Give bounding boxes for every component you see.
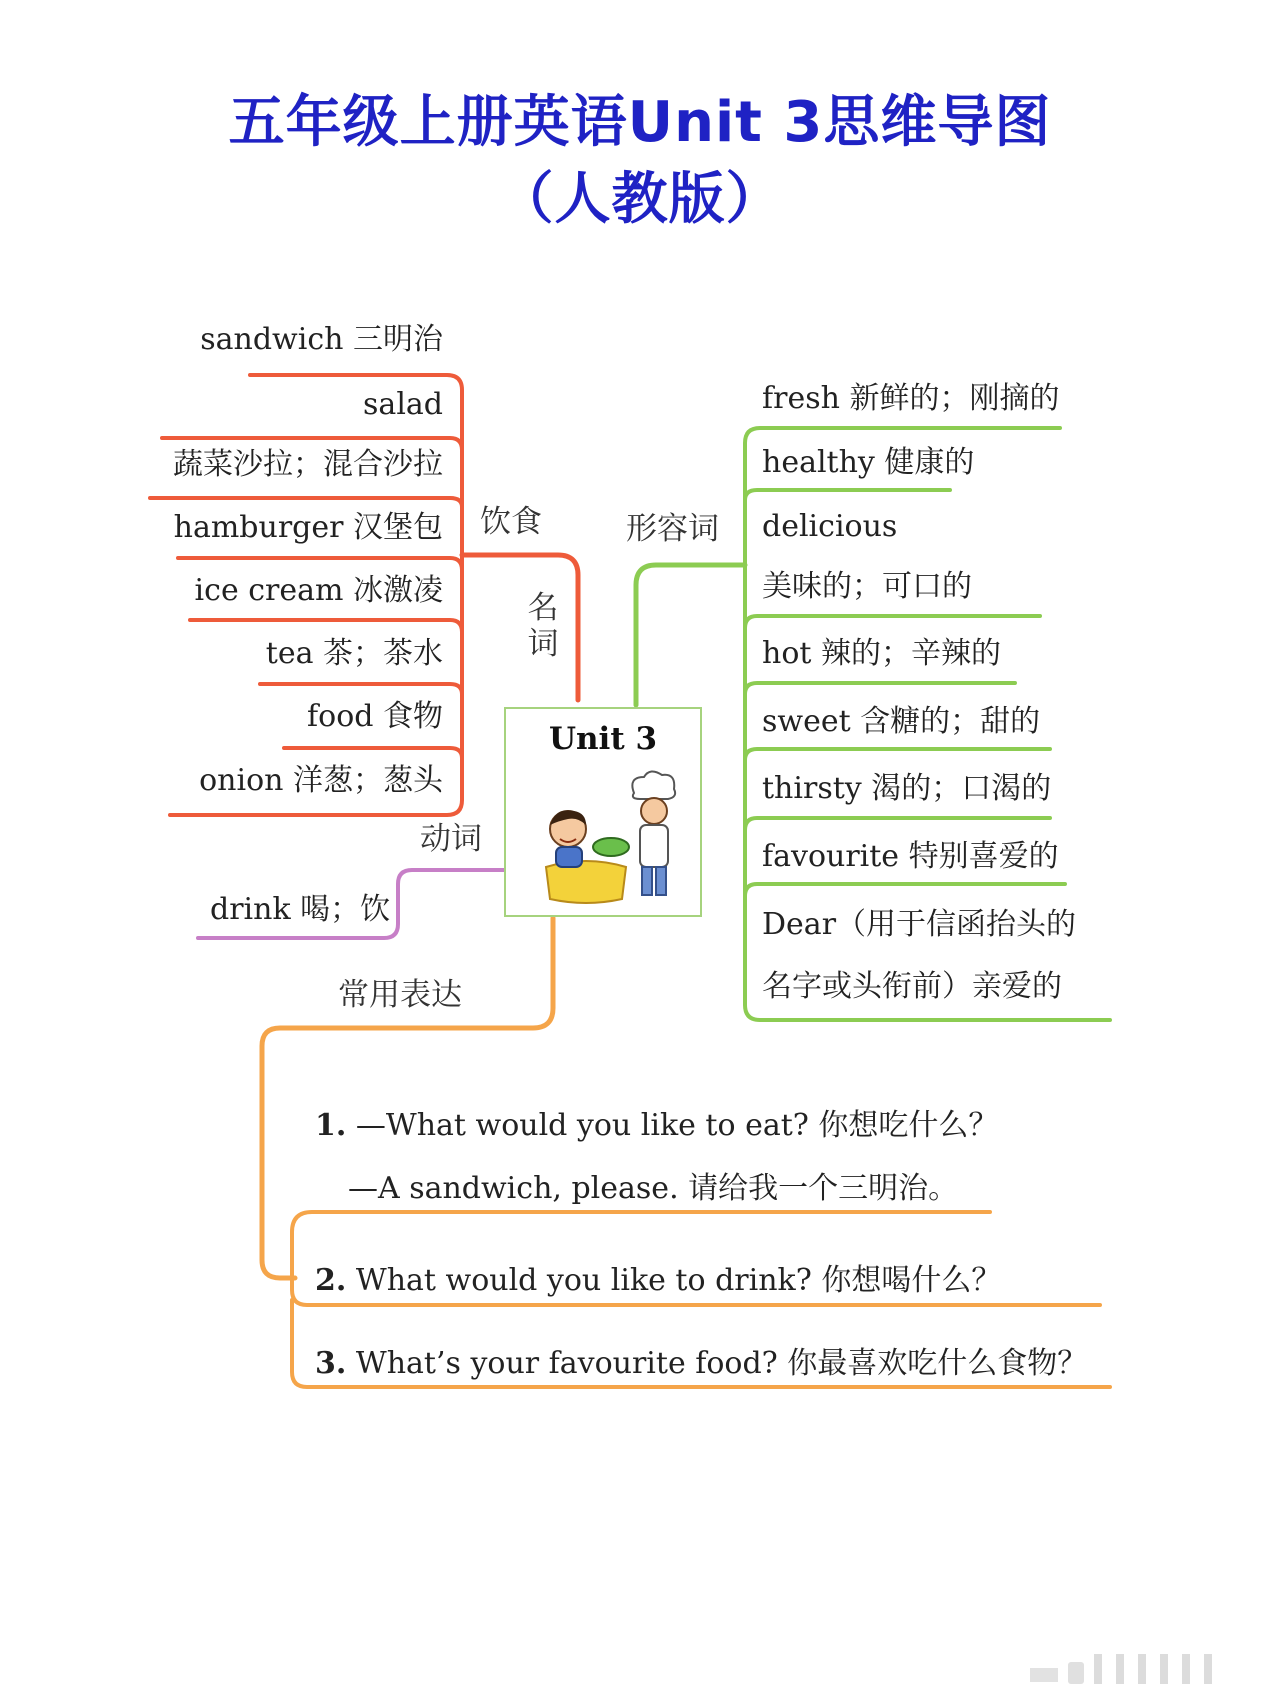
adjective-item-fresh: fresh 新鲜的；刚摘的 [762, 381, 1060, 416]
adjective-item-sweet: sweet 含糖的；甜的 [762, 704, 1041, 739]
verb-category-label: 动词 [420, 821, 482, 857]
expression-1-text: —What would you like to eat? 你想吃什么？ [355, 1108, 999, 1143]
noun-item-sandwich: sandwich 三明治 [200, 322, 443, 357]
adjective-item-favourite: favourite 特别喜爱的 [762, 839, 1059, 874]
noun-item-salad-cn: 蔬菜沙拉；混合沙拉 [173, 447, 443, 482]
verb-item-drink: drink 喝；饮 [210, 892, 391, 927]
adjective-item-delicious-cn: 美味的；可口的 [762, 569, 972, 604]
adjective-item-thirsty: thirsty 渴的；口渴的 [762, 771, 1052, 806]
noun-vertical-label-1: 名 [527, 590, 559, 626]
adjective-category-label: 形容词 [626, 511, 719, 547]
expression-2-text: What would you like to drink? 你想喝什么？ [355, 1263, 1002, 1298]
page-subtitle: （人教版） [497, 167, 783, 232]
expression-1-answer-text: —A sandwich, please. 请给我一个三明治。 [348, 1171, 959, 1206]
adjective-line-favourite [745, 884, 1065, 896]
expressions-category-label: 常用表达 [338, 977, 462, 1013]
adjective-item-dear: Dear（用于信函抬头的 [762, 907, 1077, 942]
center-node [504, 707, 702, 917]
adjective-line-delicious [745, 616, 1040, 628]
noun-line-icecream [190, 620, 462, 632]
chef-and-boy-illustration [516, 767, 694, 907]
noun-item-salad: salad [363, 387, 443, 422]
page-title: 五年级上册英语Unit 3思维导图 [228, 90, 1052, 155]
expression-3 [315, 1338, 1087, 1382]
expression-1-answer [348, 1163, 958, 1207]
expression-1-number: 1. [315, 1108, 347, 1143]
expression-3-text: What’s your favourite food? 你最喜欢吃什么食物？ [355, 1346, 1088, 1381]
expression-1-question [315, 1100, 998, 1144]
adjective-item-delicious: delicious [762, 509, 898, 544]
expression-3-number: 3. [315, 1346, 347, 1381]
adjective-line-hot [745, 683, 1015, 694]
noun-vertical-label-2: 词 [527, 626, 559, 662]
noun-line-tea [260, 684, 462, 694]
watermark-bars-icon [1030, 1650, 1260, 1690]
adjective-line-sweet [745, 749, 1050, 760]
expressions-line-1 [292, 1212, 990, 1260]
center-node-label: Unit 3 [548, 721, 658, 757]
noun-line-food [284, 748, 462, 758]
adjective-branch-trunk [636, 565, 745, 705]
adjective-item-dear-cn: 名字或头衔前）亲爱的 [762, 969, 1062, 1004]
noun-item-food: food 食物 [307, 699, 443, 734]
noun-line-hamburger [178, 558, 462, 570]
expressions-branch-trunk [262, 918, 553, 1278]
adjective-line-healthy [745, 490, 950, 500]
noun-item-tea: tea 茶；茶水 [265, 636, 443, 671]
expression-2-number: 2. [315, 1263, 347, 1298]
expression-2 [315, 1255, 1001, 1299]
noun-category-label: 饮食 [480, 504, 542, 540]
noun-item-ice-cream: ice cream 冰激凌 [194, 573, 443, 608]
noun-item-onion: onion 洋葱；葱头 [199, 763, 443, 798]
adjective-item-hot: hot 辣的；辛辣的 [762, 636, 1001, 671]
adjective-item-healthy: healthy 健康的 [762, 445, 975, 480]
noun-line-salad-cn [150, 498, 462, 507]
noun-item-hamburger: hamburger 汉堡包 [173, 510, 443, 545]
adjective-line-thirsty [745, 818, 1050, 830]
